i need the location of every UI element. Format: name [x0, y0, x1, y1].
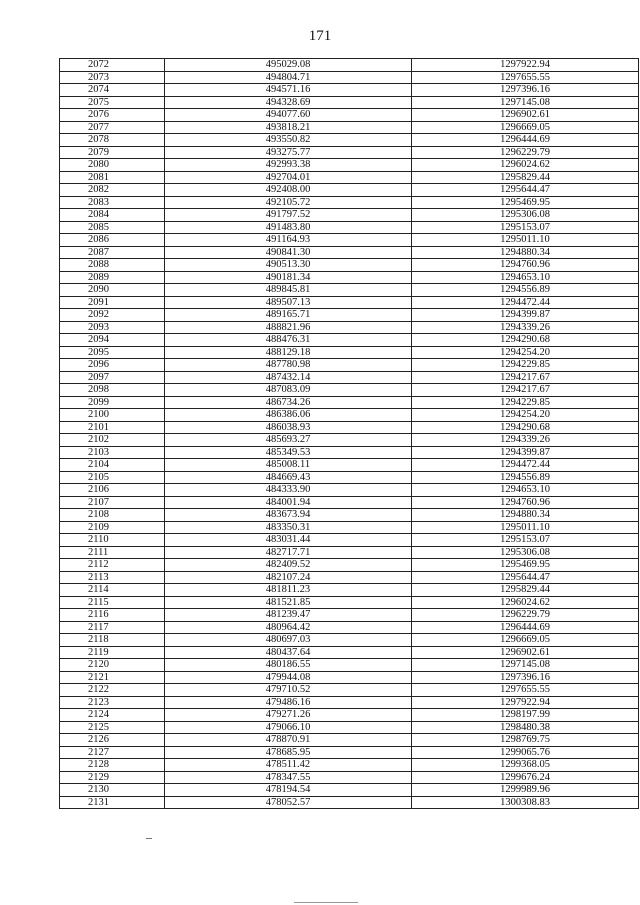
y-coordinate-cell: 1294556.89	[412, 471, 639, 484]
x-coordinate-cell: 494077.60	[165, 109, 412, 122]
y-coordinate-cell: 1294653.10	[412, 271, 639, 284]
y-coordinate-cell: 1300308.83	[412, 796, 639, 809]
x-coordinate-cell: 487083.09	[165, 384, 412, 397]
table-row	[60, 634, 639, 647]
x-coordinate-cell: 485349.53	[165, 446, 412, 459]
table-row	[60, 184, 639, 197]
y-coordinate-cell: 1295469.95	[412, 196, 639, 209]
x-coordinate-cell: 478511.42	[165, 759, 412, 772]
x-coordinate-cell: 481239.47	[165, 609, 412, 622]
table-row	[60, 146, 639, 159]
point-number-cell: 2090	[60, 284, 165, 297]
point-number-cell: 2120	[60, 659, 165, 672]
y-coordinate-cell: 1294880.34	[412, 509, 639, 522]
point-number-cell: 2125	[60, 721, 165, 734]
table-row	[60, 671, 639, 684]
table-row	[60, 84, 639, 97]
x-coordinate-cell: 486734.26	[165, 396, 412, 409]
x-coordinate-cell: 484669.43	[165, 471, 412, 484]
point-number-cell: 2102	[60, 434, 165, 447]
point-number-cell: 2100	[60, 409, 165, 422]
x-coordinate-cell: 480437.64	[165, 646, 412, 659]
y-coordinate-cell: 1296902.61	[412, 646, 639, 659]
x-coordinate-cell: 492105.72	[165, 196, 412, 209]
y-coordinate-cell: 1296444.69	[412, 134, 639, 147]
table-row	[60, 284, 639, 297]
x-coordinate-cell: 486038.93	[165, 421, 412, 434]
table-row	[60, 209, 639, 222]
y-coordinate-cell: 1294254.20	[412, 346, 639, 359]
y-coordinate-cell: 1294229.85	[412, 359, 639, 372]
point-number-cell: 2078	[60, 134, 165, 147]
x-coordinate-cell: 484333.90	[165, 484, 412, 497]
table-row	[60, 609, 639, 622]
point-number-cell: 2126	[60, 734, 165, 747]
point-number-cell: 2103	[60, 446, 165, 459]
table-row	[60, 621, 639, 634]
point-number-cell: 2072	[60, 59, 165, 72]
point-number-cell: 2129	[60, 771, 165, 784]
x-coordinate-cell: 481521.85	[165, 596, 412, 609]
x-coordinate-cell: 489165.71	[165, 309, 412, 322]
table-row	[60, 309, 639, 322]
table-row	[60, 796, 639, 809]
table-row	[60, 409, 639, 422]
point-number-cell: 2128	[60, 759, 165, 772]
x-coordinate-cell: 489507.13	[165, 296, 412, 309]
table-row	[60, 59, 639, 72]
point-number-cell: 2084	[60, 209, 165, 222]
y-coordinate-cell: 1294217.67	[412, 384, 639, 397]
table-row	[60, 434, 639, 447]
table-row	[60, 734, 639, 747]
table-row	[60, 459, 639, 472]
point-number-cell: 2073	[60, 71, 165, 84]
point-number-cell: 2113	[60, 571, 165, 584]
x-coordinate-cell: 493818.21	[165, 121, 412, 134]
y-coordinate-cell: 1295153.07	[412, 221, 639, 234]
y-coordinate-cell: 1296229.79	[412, 609, 639, 622]
table-row	[60, 721, 639, 734]
table-row	[60, 696, 639, 709]
x-coordinate-cell: 482717.71	[165, 546, 412, 559]
y-coordinate-cell: 1295011.10	[412, 521, 639, 534]
x-coordinate-cell: 485008.11	[165, 459, 412, 472]
point-number-cell: 2112	[60, 559, 165, 572]
y-coordinate-cell: 1294556.89	[412, 284, 639, 297]
x-coordinate-cell: 478685.95	[165, 746, 412, 759]
point-number-cell: 2087	[60, 246, 165, 259]
table-row	[60, 221, 639, 234]
y-coordinate-cell: 1295644.47	[412, 571, 639, 584]
y-coordinate-cell: 1299676.24	[412, 771, 639, 784]
y-coordinate-cell: 1294290.68	[412, 421, 639, 434]
x-coordinate-cell: 492993.38	[165, 159, 412, 172]
table-row	[60, 134, 639, 147]
table-row	[60, 496, 639, 509]
point-number-cell: 2096	[60, 359, 165, 372]
scan-mark	[146, 838, 152, 839]
point-number-cell: 2109	[60, 521, 165, 534]
x-coordinate-cell: 495029.08	[165, 59, 412, 72]
point-number-cell: 2079	[60, 146, 165, 159]
y-coordinate-cell: 1294229.85	[412, 396, 639, 409]
point-number-cell: 2123	[60, 696, 165, 709]
y-coordinate-cell: 1296024.62	[412, 596, 639, 609]
x-coordinate-cell: 479486.16	[165, 696, 412, 709]
y-coordinate-cell: 1296902.61	[412, 109, 639, 122]
y-coordinate-cell: 1294472.44	[412, 459, 639, 472]
point-number-cell: 2106	[60, 484, 165, 497]
table-row	[60, 171, 639, 184]
y-coordinate-cell: 1295644.47	[412, 184, 639, 197]
table-row	[60, 484, 639, 497]
point-number-cell: 2094	[60, 334, 165, 347]
page-number: 171	[308, 28, 332, 44]
y-coordinate-cell: 1297655.55	[412, 684, 639, 697]
point-number-cell: 2085	[60, 221, 165, 234]
x-coordinate-cell: 488821.96	[165, 321, 412, 334]
point-number-cell: 2093	[60, 321, 165, 334]
x-coordinate-cell: 493275.77	[165, 146, 412, 159]
point-number-cell: 2105	[60, 471, 165, 484]
table-row	[60, 571, 639, 584]
point-number-cell: 2098	[60, 384, 165, 397]
table-row	[60, 421, 639, 434]
point-number-cell: 2117	[60, 621, 165, 634]
x-coordinate-cell: 491483.80	[165, 221, 412, 234]
x-coordinate-cell: 480186.55	[165, 659, 412, 672]
point-number-cell: 2080	[60, 159, 165, 172]
y-coordinate-cell: 1298480.38	[412, 721, 639, 734]
y-coordinate-cell: 1297145.08	[412, 96, 639, 109]
y-coordinate-cell: 1294399.87	[412, 309, 639, 322]
table-row	[60, 759, 639, 772]
point-number-cell: 2130	[60, 784, 165, 797]
point-number-cell: 2119	[60, 646, 165, 659]
x-coordinate-cell: 481811.23	[165, 584, 412, 597]
table-row	[60, 271, 639, 284]
table-row	[60, 521, 639, 534]
x-coordinate-cell: 483031.44	[165, 534, 412, 547]
point-number-cell: 2081	[60, 171, 165, 184]
table-row	[60, 234, 639, 247]
y-coordinate-cell: 1294217.67	[412, 371, 639, 384]
table-row	[60, 771, 639, 784]
x-coordinate-cell: 479066.10	[165, 721, 412, 734]
x-coordinate-cell: 493550.82	[165, 134, 412, 147]
x-coordinate-cell: 487780.98	[165, 359, 412, 372]
x-coordinate-cell: 488129.18	[165, 346, 412, 359]
x-coordinate-cell: 483350.31	[165, 521, 412, 534]
y-coordinate-cell: 1295469.95	[412, 559, 639, 572]
point-number-cell: 2076	[60, 109, 165, 122]
y-coordinate-cell: 1297655.55	[412, 71, 639, 84]
y-coordinate-cell: 1297396.16	[412, 84, 639, 97]
point-number-cell: 2099	[60, 396, 165, 409]
point-number-cell: 2088	[60, 259, 165, 272]
x-coordinate-cell: 491164.93	[165, 234, 412, 247]
coordinates-table	[59, 58, 639, 809]
point-number-cell: 2089	[60, 271, 165, 284]
point-number-cell: 2077	[60, 121, 165, 134]
table-row	[60, 746, 639, 759]
table-row	[60, 659, 639, 672]
y-coordinate-cell: 1294290.68	[412, 334, 639, 347]
x-coordinate-cell: 478870.91	[165, 734, 412, 747]
x-coordinate-cell: 494571.16	[165, 84, 412, 97]
y-coordinate-cell: 1297922.94	[412, 696, 639, 709]
table-row	[60, 446, 639, 459]
point-number-cell: 2118	[60, 634, 165, 647]
point-number-cell: 2082	[60, 184, 165, 197]
point-number-cell: 2104	[60, 459, 165, 472]
point-number-cell: 2108	[60, 509, 165, 522]
point-number-cell: 2075	[60, 96, 165, 109]
table-row	[60, 359, 639, 372]
y-coordinate-cell: 1298197.99	[412, 709, 639, 722]
point-number-cell: 2110	[60, 534, 165, 547]
x-coordinate-cell: 480964.42	[165, 621, 412, 634]
point-number-cell: 2122	[60, 684, 165, 697]
table-row	[60, 121, 639, 134]
table-row	[60, 784, 639, 797]
table-row	[60, 396, 639, 409]
x-coordinate-cell: 492408.00	[165, 184, 412, 197]
table-row	[60, 259, 639, 272]
y-coordinate-cell: 1294760.96	[412, 496, 639, 509]
point-number-cell: 2114	[60, 584, 165, 597]
x-coordinate-cell: 483673.94	[165, 509, 412, 522]
y-coordinate-cell: 1297396.16	[412, 671, 639, 684]
x-coordinate-cell: 479710.52	[165, 684, 412, 697]
x-coordinate-cell: 482107.24	[165, 571, 412, 584]
point-number-cell: 2095	[60, 346, 165, 359]
table-row	[60, 384, 639, 397]
y-coordinate-cell: 1296229.79	[412, 146, 639, 159]
y-coordinate-cell: 1296669.05	[412, 121, 639, 134]
y-coordinate-cell: 1294653.10	[412, 484, 639, 497]
table-row	[60, 159, 639, 172]
table-row	[60, 346, 639, 359]
x-coordinate-cell: 486386.06	[165, 409, 412, 422]
point-number-cell: 2091	[60, 296, 165, 309]
table-row	[60, 321, 639, 334]
x-coordinate-cell: 482409.52	[165, 559, 412, 572]
table-row	[60, 334, 639, 347]
y-coordinate-cell: 1294339.26	[412, 434, 639, 447]
point-number-cell: 2092	[60, 309, 165, 322]
x-coordinate-cell: 484001.94	[165, 496, 412, 509]
x-coordinate-cell: 489845.81	[165, 284, 412, 297]
x-coordinate-cell: 494328.69	[165, 96, 412, 109]
table-row	[60, 246, 639, 259]
table-row	[60, 709, 639, 722]
y-coordinate-cell: 1299989.96	[412, 784, 639, 797]
x-coordinate-cell: 478347.55	[165, 771, 412, 784]
table-row	[60, 559, 639, 572]
y-coordinate-cell: 1294472.44	[412, 296, 639, 309]
y-coordinate-cell: 1295011.10	[412, 234, 639, 247]
point-number-cell: 2127	[60, 746, 165, 759]
table-row	[60, 196, 639, 209]
table-row	[60, 109, 639, 122]
y-coordinate-cell: 1295829.44	[412, 584, 639, 597]
x-coordinate-cell: 490513.30	[165, 259, 412, 272]
point-number-cell: 2107	[60, 496, 165, 509]
x-coordinate-cell: 491797.52	[165, 209, 412, 222]
table-row	[60, 534, 639, 547]
table-row	[60, 296, 639, 309]
y-coordinate-cell: 1294254.20	[412, 409, 639, 422]
y-coordinate-cell: 1296444.69	[412, 621, 639, 634]
y-coordinate-cell: 1295153.07	[412, 534, 639, 547]
table-row	[60, 646, 639, 659]
point-number-cell: 2115	[60, 596, 165, 609]
y-coordinate-cell: 1295829.44	[412, 171, 639, 184]
y-coordinate-cell: 1295306.08	[412, 209, 639, 222]
x-coordinate-cell: 492704.01	[165, 171, 412, 184]
y-coordinate-cell: 1294339.26	[412, 321, 639, 334]
table-body	[60, 59, 639, 809]
x-coordinate-cell: 480697.03	[165, 634, 412, 647]
point-number-cell: 2111	[60, 546, 165, 559]
point-number-cell: 2083	[60, 196, 165, 209]
table-row	[60, 546, 639, 559]
x-coordinate-cell: 490841.30	[165, 246, 412, 259]
table-row	[60, 684, 639, 697]
point-number-cell: 2121	[60, 671, 165, 684]
point-number-cell: 2086	[60, 234, 165, 247]
y-coordinate-cell: 1294760.96	[412, 259, 639, 272]
y-coordinate-cell: 1294880.34	[412, 246, 639, 259]
y-coordinate-cell: 1298769.75	[412, 734, 639, 747]
y-coordinate-cell: 1296669.05	[412, 634, 639, 647]
table-row	[60, 71, 639, 84]
x-coordinate-cell: 479271.26	[165, 709, 412, 722]
point-number-cell: 2074	[60, 84, 165, 97]
x-coordinate-cell: 487432.14	[165, 371, 412, 384]
table-row	[60, 509, 639, 522]
y-coordinate-cell: 1294399.87	[412, 446, 639, 459]
table-row	[60, 471, 639, 484]
point-number-cell: 2116	[60, 609, 165, 622]
y-coordinate-cell: 1295306.08	[412, 546, 639, 559]
table-row	[60, 371, 639, 384]
point-number-cell: 2101	[60, 421, 165, 434]
footer-line	[294, 902, 358, 903]
y-coordinate-cell: 1296024.62	[412, 159, 639, 172]
point-number-cell: 2124	[60, 709, 165, 722]
x-coordinate-cell: 494804.71	[165, 71, 412, 84]
y-coordinate-cell: 1299065.76	[412, 746, 639, 759]
x-coordinate-cell: 485693.27	[165, 434, 412, 447]
point-number-cell: 2097	[60, 371, 165, 384]
x-coordinate-cell: 478194.54	[165, 784, 412, 797]
x-coordinate-cell: 490181.34	[165, 271, 412, 284]
table-row	[60, 96, 639, 109]
table-row	[60, 584, 639, 597]
y-coordinate-cell: 1297922.94	[412, 59, 639, 72]
y-coordinate-cell: 1297145.08	[412, 659, 639, 672]
point-number-cell: 2131	[60, 796, 165, 809]
x-coordinate-cell: 488476.31	[165, 334, 412, 347]
y-coordinate-cell: 1299368.05	[412, 759, 639, 772]
table-row	[60, 596, 639, 609]
x-coordinate-cell: 479944.08	[165, 671, 412, 684]
x-coordinate-cell: 478052.57	[165, 796, 412, 809]
